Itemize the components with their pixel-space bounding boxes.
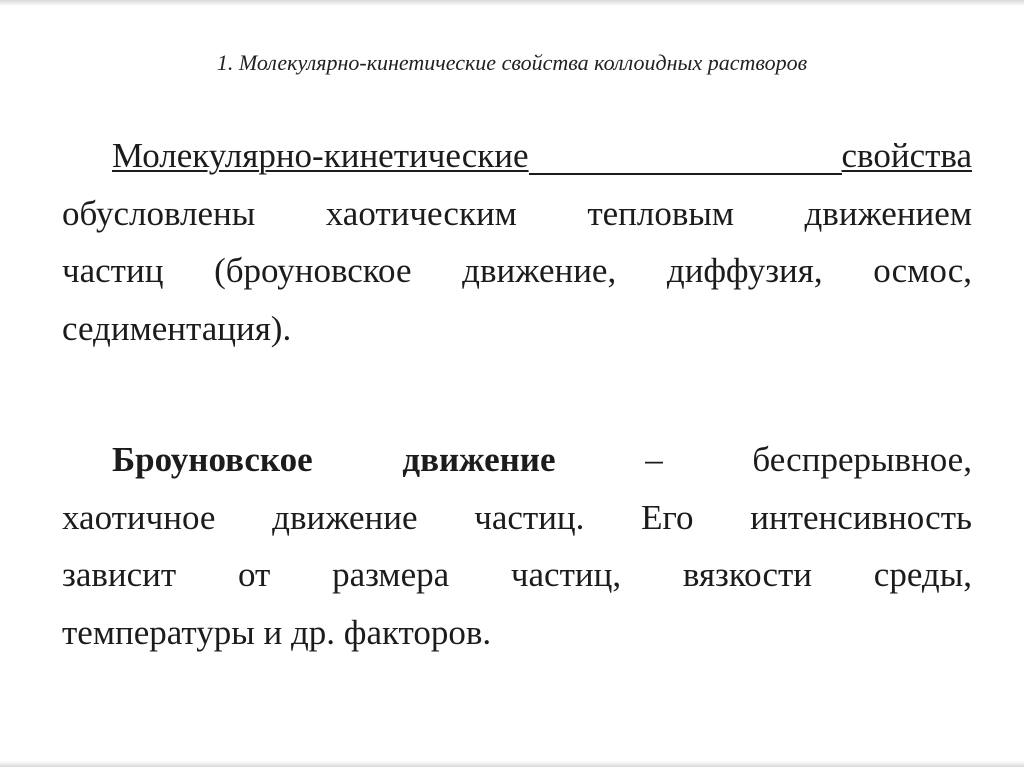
paragraph-brownian-motion — [62, 431, 972, 661]
word: интенсивность — [750, 497, 972, 537]
paragraph1-line1 — [62, 127, 972, 185]
paragraph-molecular-kinetic — [62, 127, 972, 357]
word: частиц, — [510, 555, 622, 594]
word: частиц. — [474, 497, 585, 537]
paragraph2-line2 — [62, 489, 972, 547]
word: (броуновское — [214, 251, 412, 290]
word: движение, — [462, 251, 617, 290]
word: седиментация). — [62, 308, 292, 348]
word: Его — [641, 497, 694, 537]
word: среды, — [873, 555, 972, 594]
term-molecular-kinetic: Молекулярно-кинетические — [112, 136, 529, 175]
word: движение — [272, 497, 418, 537]
word: хаотическим — [325, 193, 517, 233]
word: частиц — [62, 251, 164, 290]
underline-gap — [529, 173, 842, 175]
paragraph1-line3 — [62, 242, 972, 300]
word: вязкости — [682, 555, 813, 594]
word: температуры и др. факторов. — [62, 612, 492, 652]
paragraph1-line2 — [62, 185, 972, 243]
term-properties: свойства — [841, 136, 972, 175]
paragraph1-line4 — [62, 300, 972, 358]
term-brownian-word2: движение — [402, 440, 556, 479]
word: зависит — [62, 555, 177, 594]
dash: – — [645, 440, 663, 479]
paragraph2-line4 — [62, 604, 972, 662]
word: размера — [332, 555, 450, 594]
word: беспрерывное, — [752, 440, 972, 479]
paragraph2-line3 — [62, 546, 972, 604]
bottom-shadow — [0, 761, 1024, 767]
word: диффузия, — [666, 251, 823, 290]
word: обусловлены — [62, 193, 256, 233]
word: от — [237, 555, 271, 594]
slide-header: 1. Молекулярно-кинетические свойства коллоидных растворов — [216, 50, 808, 75]
top-shadow — [0, 0, 1024, 6]
word: движением — [804, 193, 972, 233]
word: осмос, — [873, 251, 972, 290]
word: тепловым — [587, 193, 735, 233]
term-brownian-word1: Броуновское — [112, 440, 313, 479]
word: хаотичное — [62, 497, 216, 537]
paragraph2-line1 — [62, 431, 972, 489]
